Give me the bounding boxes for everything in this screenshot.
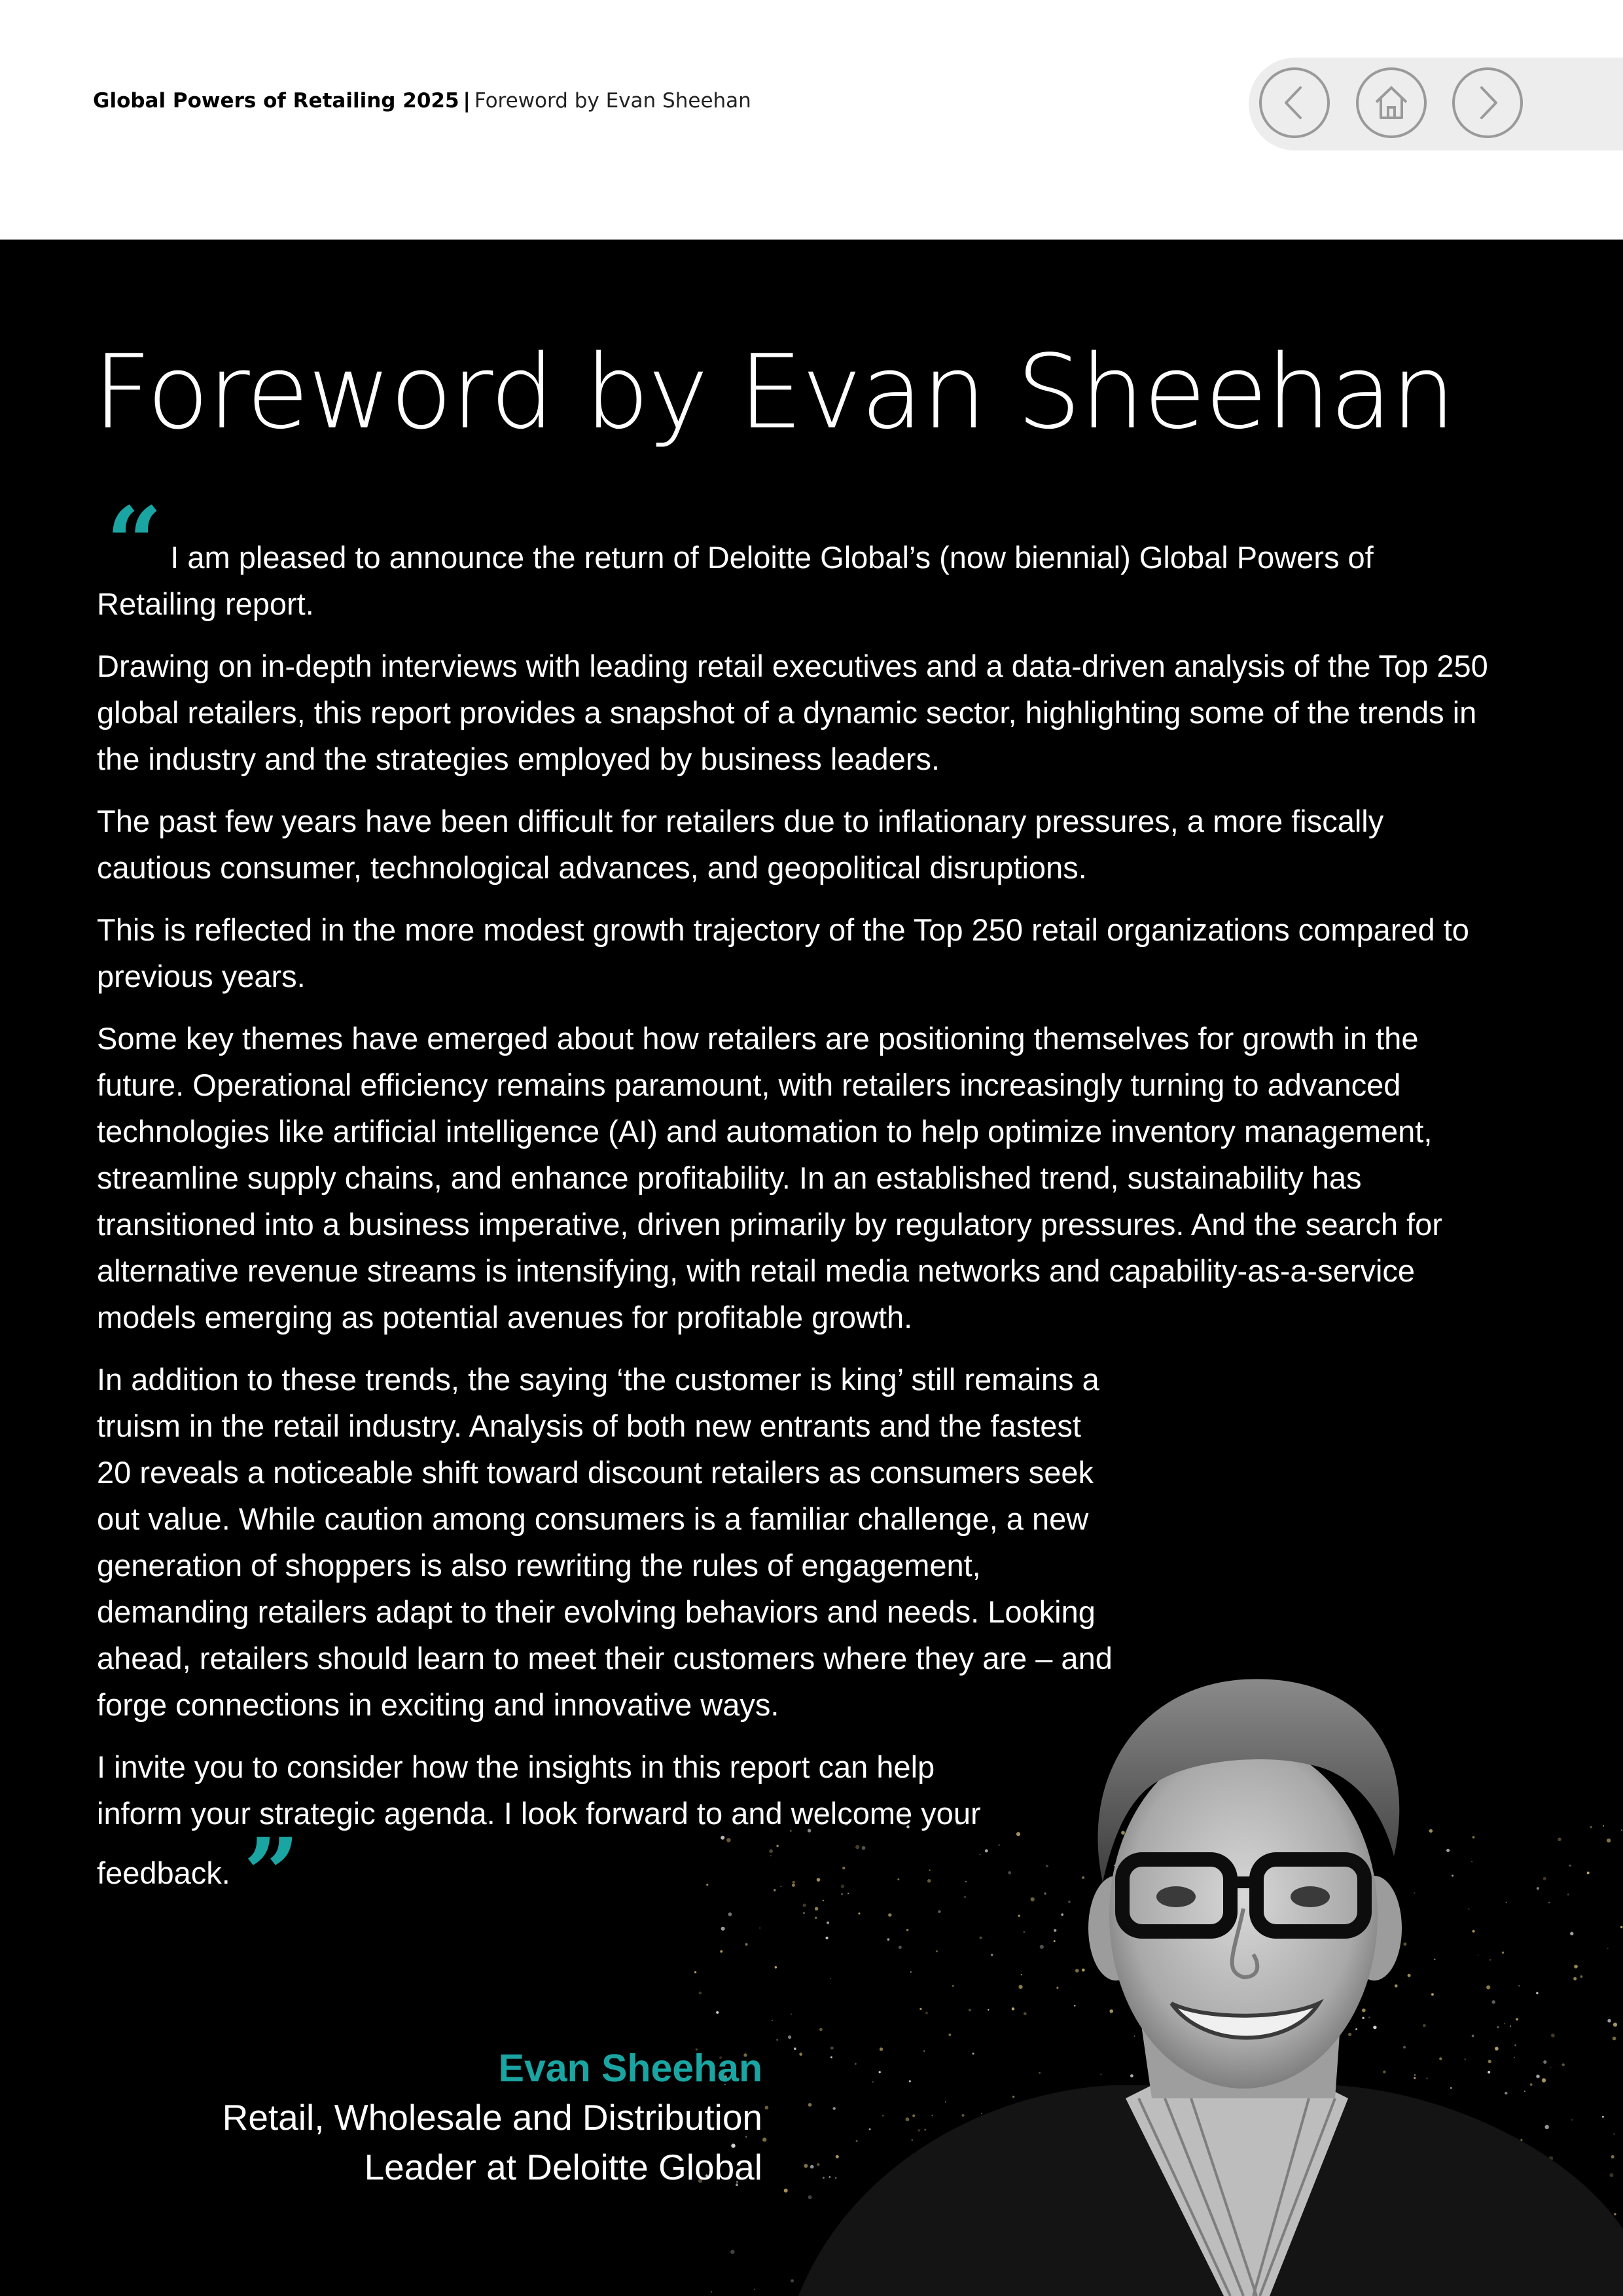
- chevron-right-icon: [1465, 80, 1510, 126]
- next-page-button[interactable]: [1452, 67, 1523, 138]
- page-header: [0, 0, 1623, 240]
- section-title: Foreword by Evan Sheehan: [474, 89, 751, 113]
- sparkle-dot: [728, 1912, 732, 1916]
- sparkle-dot: [745, 1943, 748, 1946]
- quote-open-icon: “: [106, 486, 163, 601]
- previous-page-button[interactable]: [1259, 67, 1330, 138]
- sparkle-dot: [694, 1971, 696, 1973]
- page-navigation: [1249, 58, 1623, 151]
- paragraph: Drawing on in-depth interviews with leading retail executives and a data-driven analysis of the Top 250 global retailers, this report provides a snapshot of a dynamic sector, highlighting some of the trends in the industry and the strategies employed by business leaders.: [97, 649, 1488, 776]
- sparkle-dot: [730, 2250, 734, 2253]
- paragraph: This is reflected in the more modest growth trajectory of the Top 250 retail organizations compared to previous years.: [97, 912, 1469, 994]
- quote-close-icon: ”: [243, 1817, 300, 1932]
- foreword-panel: [0, 240, 1623, 2296]
- author-role-line1: Retail, Wholesale and Distribution: [222, 2097, 762, 2138]
- breadcrumb: [93, 89, 751, 113]
- chevron-left-icon: [1272, 80, 1317, 126]
- paragraph: Some key themes have emerged about how retailers are positioning themselves for growth in the future. Operational efficiency remains paramount, with retailers increasingly turning to advanced technologies like artificial intelligence (AI) and automation to help optimize inventory management, streamline supply chains, and enhance profitability. In an established trend, sustainability has transitioned into a business imperative, driven primarily by regulatory pressures. And the search for alternative revenue streams is intensifying, with retail media networks and capability-as-a-service models emerging as potential avenues for profitable growth.: [97, 1021, 1442, 1335]
- paragraph-text: I invite you to consider how the insights in this report can help inform your strategic agenda. I look forward to and welcome your feedback.: [97, 1749, 981, 1890]
- paragraph: In addition to these trends, the saying ‘the customer is king’ still remains a truism in the retail industry. Analysis of both new entrants and the fastest 20 reveals a noticeable shift toward discount retailers as consumers seek out value. While caution among consumers is a familiar challenge, a new generation of shoppers is also rewriting the rules of engagement, demanding retailers adapt to their evolving behaviors and needs. Looking ahead, retailers should learn to meet their customers where they are – and forge connections in exciting and innovative ways.: [97, 1362, 1113, 1722]
- author-name: Evan Sheehan: [498, 2047, 762, 2090]
- sparkle-dot: [759, 1928, 760, 1929]
- report-title[interactable]: Global Powers of Retailing 2025: [93, 89, 459, 113]
- sparkle-dot: [721, 1927, 725, 1931]
- sparkle-dot: [754, 2289, 755, 2290]
- page-title: Foreword by Evan Sheehan: [93, 332, 1455, 452]
- paragraph-text: I am pleased to announce the return of Deloitte Global’s (now biennial) Global Powers of Retailing report.: [97, 540, 1374, 621]
- sparkle-dot: [762, 2138, 766, 2142]
- home-button[interactable]: [1356, 67, 1427, 138]
- author-role-line2: Leader at Deloitte Global: [364, 2147, 762, 2187]
- sparkle-dot: [765, 2106, 769, 2109]
- sparkle-dot: [699, 1992, 702, 1994]
- breadcrumb-separator: |: [463, 89, 471, 113]
- home-icon: [1368, 80, 1414, 126]
- sparkle-dot: [711, 2291, 712, 2293]
- paragraph: [97, 486, 1491, 627]
- signature-block: [223, 2044, 762, 2192]
- paragraph: The past few years have been difficult for retailers due to inflationary pressures, a more fiscally cautious consumer, technological advances, and geopolitical disruptions.: [97, 804, 1384, 885]
- portrait-photo: [772, 1640, 1623, 2296]
- sparkle-dot: [720, 1950, 722, 1953]
- sparkle-dot: [716, 2011, 719, 2014]
